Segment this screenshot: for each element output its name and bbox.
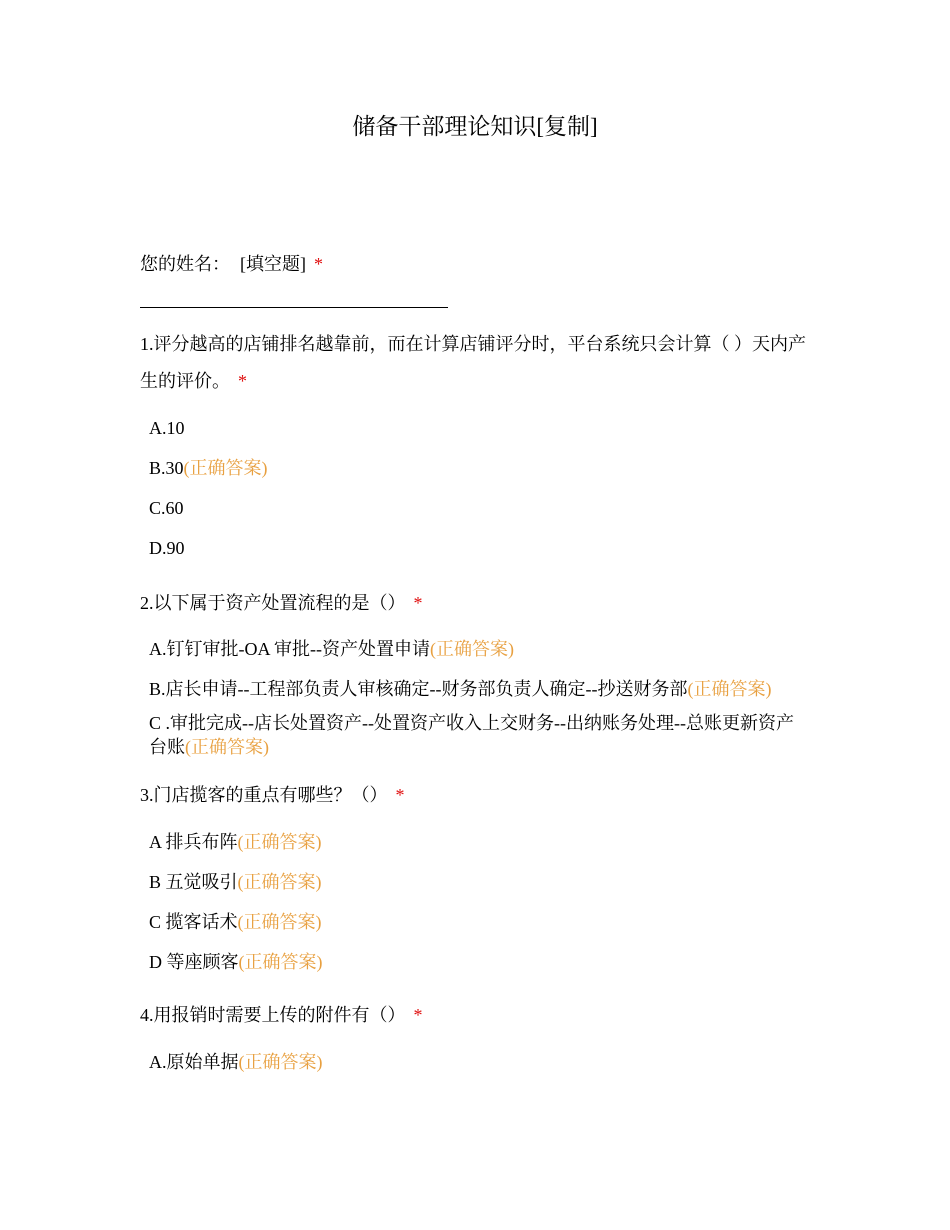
option-label: C.60 [149,498,184,518]
option-label: C 揽客话术 [149,912,238,932]
option-label: B.30 [149,458,184,478]
required-star: * [413,1005,423,1025]
question-1-label: 1.评分越高的店铺排名越靠前，而在计算店铺评分时，平台系统只会计算（ ）天内产生的评价。 [140,334,806,391]
name-field-label: 您的姓名： [140,254,230,274]
option-label: A.原始单据 [149,1052,239,1072]
question-3-text [140,777,820,814]
question-3-option-c [149,910,809,934]
question-1-option-b [149,456,809,480]
option-label: A.钉钉审批-OA 审批--资产处置申请 [149,639,430,659]
name-input-line[interactable] [140,307,448,308]
question-3-label: 3.门店揽客的重点有哪些？（） [140,785,388,805]
required-star: * [314,254,323,274]
required-star: * [395,785,405,805]
correct-answer-tag: (正确答案) [183,458,268,478]
option-label: B.店长申请--工程部负责人审核确定--财务部负责人确定--抄送财务部 [149,679,688,699]
question-4-text [140,997,820,1034]
correct-answer-tag: (正确答案) [185,737,269,757]
option-label: D 等座顾客 [149,952,239,972]
question-1-text [140,326,820,400]
option-label: C .审批完成--店长处置资产--处置资产收入上交财务--出纳账务处理--总账更新资产台账 [149,713,794,757]
option-label: A.10 [149,418,185,438]
correct-answer-tag: (正确答案) [237,832,322,852]
option-label: A 排兵布阵 [149,832,238,852]
question-4-label: 4.用报销时需要上传的附件有（） [140,1005,406,1025]
question-1-option-c [149,496,809,520]
question-type-tag: [填空题] [240,254,306,274]
correct-answer-tag: (正确答案) [687,679,772,699]
correct-answer-tag: (正确答案) [238,952,323,972]
correct-answer-tag: (正确答案) [237,872,322,892]
required-star: * [238,371,247,391]
survey-title: 储备干部理论知识[复制] [352,114,598,139]
correct-answer-tag: (正确答案) [430,639,514,659]
question-1-option-d [149,536,809,560]
correct-answer-tag: (正确答案) [237,912,322,932]
question-2-option-a [149,637,809,661]
option-label: D.90 [149,538,185,558]
question-2-option-c [149,711,804,759]
option-label: B 五觉吸引 [149,872,238,892]
correct-answer-tag: (正确答案) [238,1052,323,1072]
question-2-label: 2.以下属于资产处置流程的是（） [140,593,406,613]
required-star: * [413,593,423,613]
question-2-text [140,585,820,622]
question-4-option-a [149,1050,809,1074]
question-3-option-d [149,950,809,974]
question-2-option-b [149,677,809,701]
question-1-option-a [149,416,809,440]
question-3-option-a [149,830,809,854]
question-3-option-b [149,870,809,894]
name-field-label-row [140,251,323,277]
